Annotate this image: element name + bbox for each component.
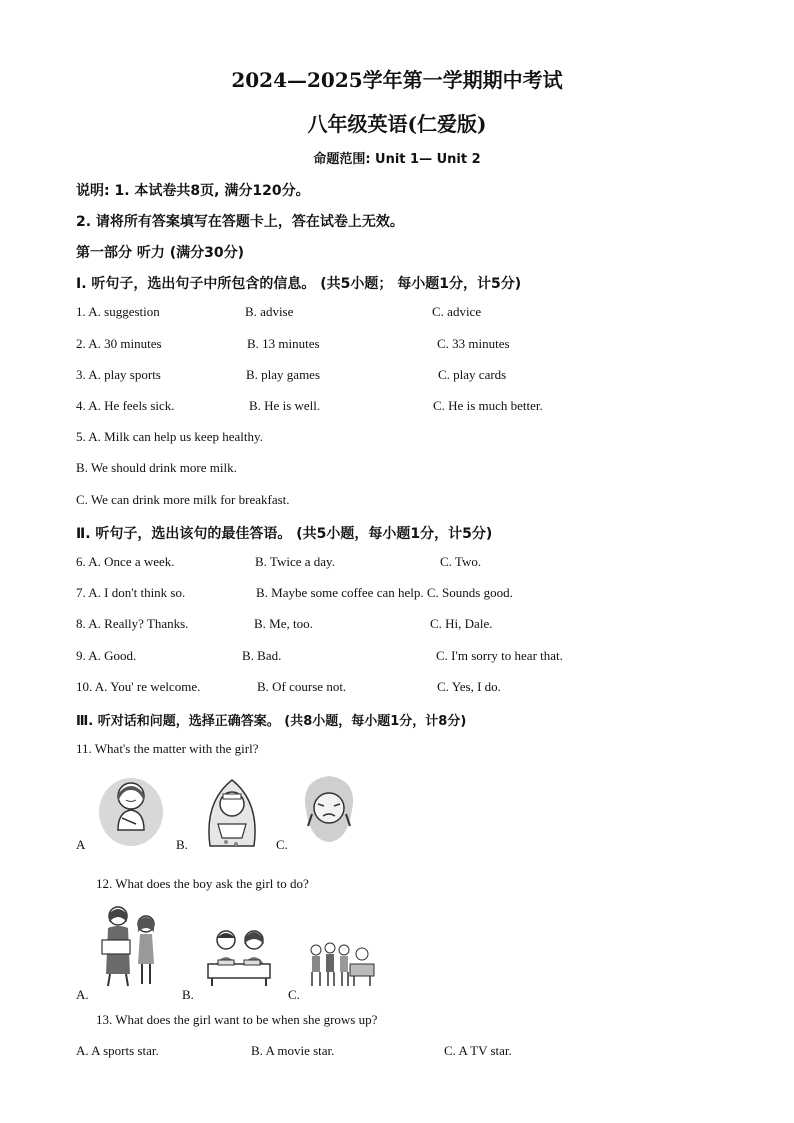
q5-option-c: C. We can drink more milk for breakfast. bbox=[76, 492, 290, 507]
q8-option-a: 8. A. Really? Thanks. bbox=[76, 616, 189, 631]
q12-picture-c bbox=[306, 940, 378, 990]
q10-option-a: 10. A. You' re welcome. bbox=[76, 679, 201, 694]
q2-option-b: B. 13 minutes bbox=[247, 336, 320, 351]
q6-option-c: C. Two. bbox=[440, 554, 482, 569]
q8-option-c: C. Hi, Dale. bbox=[430, 616, 493, 631]
q3-option-c: C. play cards bbox=[438, 367, 507, 382]
exam-title: 2024—2025学年第一学期期中考试 bbox=[231, 68, 563, 92]
q9-option-b: B. Bad. bbox=[242, 648, 282, 663]
part1-title: 第一部分 听力 (满分30分) bbox=[76, 245, 245, 261]
section2-title: Ⅱ. 听句子，选出该句的最佳答语。 (共5小题，每小题1分，计5分) bbox=[76, 526, 493, 542]
q11-picture-a bbox=[96, 772, 166, 848]
section3-title: Ⅲ. 听对话和问题，选择正确答案。 (共8小题，每小题1分，计8分) bbox=[76, 714, 467, 729]
q5-option-a: 5. A. Milk can help us keep healthy. bbox=[76, 429, 263, 444]
q13-option-c: C. A TV star. bbox=[444, 1043, 512, 1058]
q12-label-c: C. bbox=[288, 987, 300, 1002]
q3-option-b: B. play games bbox=[246, 367, 321, 382]
q11-question: 11. What's the matter with the girl? bbox=[76, 741, 259, 756]
q9-option-c: C. I'm sorry to hear that. bbox=[436, 648, 563, 663]
q6-option-b: B. Twice a day. bbox=[255, 554, 335, 569]
q4-option-c: C. He is much better. bbox=[433, 398, 543, 413]
exam-scope: 命题范围: Unit 1— Unit 2 bbox=[313, 152, 481, 167]
note-1: 说明: 1. 本试卷共8页, 满分120分。 bbox=[76, 183, 310, 199]
q8-option-b: B. Me, too. bbox=[254, 616, 313, 631]
q13-question: 13. What does the girl want to be when she grows up? bbox=[96, 1012, 378, 1027]
section1-title: Ⅰ. 听句子，选出句子中所包含的信息。 (共5小题； 每小题1分，计5分) bbox=[76, 276, 522, 292]
q1-option-b: B. advise bbox=[245, 304, 294, 319]
q12-label-b: B. bbox=[182, 987, 194, 1002]
q1-option-a: 1. A. suggestion bbox=[76, 304, 160, 319]
q9-option-a: 9. A. Good. bbox=[76, 648, 137, 663]
q11-picture-c bbox=[296, 770, 362, 846]
q11-label-a: A bbox=[76, 837, 86, 852]
q11-label-c: C. bbox=[276, 837, 288, 852]
q10-option-c: C. Yes, I do. bbox=[437, 679, 501, 694]
note-2: 2. 请将所有答案填写在答题卡上，答在试卷上无效。 bbox=[76, 214, 404, 230]
q10-option-b: B. Of course not. bbox=[257, 679, 347, 694]
q4-option-b: B. He is well. bbox=[249, 398, 321, 413]
q13-option-a: A. A sports star. bbox=[76, 1043, 159, 1058]
q4-option-a: 4. A. He feels sick. bbox=[76, 398, 175, 413]
q6-option-a: 6. A. Once a week. bbox=[76, 554, 175, 569]
q1-option-c: C. advice bbox=[432, 304, 482, 319]
q7-option-bc: B. Maybe some coffee can help. C. Sounds good. bbox=[256, 585, 513, 600]
q13-option-b: B. A movie star. bbox=[251, 1043, 335, 1058]
q5-option-b: B. We should drink more milk. bbox=[76, 460, 237, 475]
q3-option-a: 3. A. play sports bbox=[76, 367, 161, 382]
q12-question: 12. What does the boy ask the girl to do? bbox=[96, 876, 309, 891]
q7-option-a: 7. A. I don't think so. bbox=[76, 585, 186, 600]
q2-option-c: C. 33 minutes bbox=[437, 336, 510, 351]
q12-picture-b bbox=[204, 924, 274, 988]
q11-picture-b bbox=[196, 772, 268, 848]
q12-label-a: A. bbox=[76, 987, 89, 1002]
q12-picture-a bbox=[98, 904, 166, 988]
q11-label-b: B. bbox=[176, 837, 188, 852]
exam-subtitle: 八年级英语(仁爱版) bbox=[307, 112, 487, 136]
q2-option-a: 2. A. 30 minutes bbox=[76, 336, 162, 351]
